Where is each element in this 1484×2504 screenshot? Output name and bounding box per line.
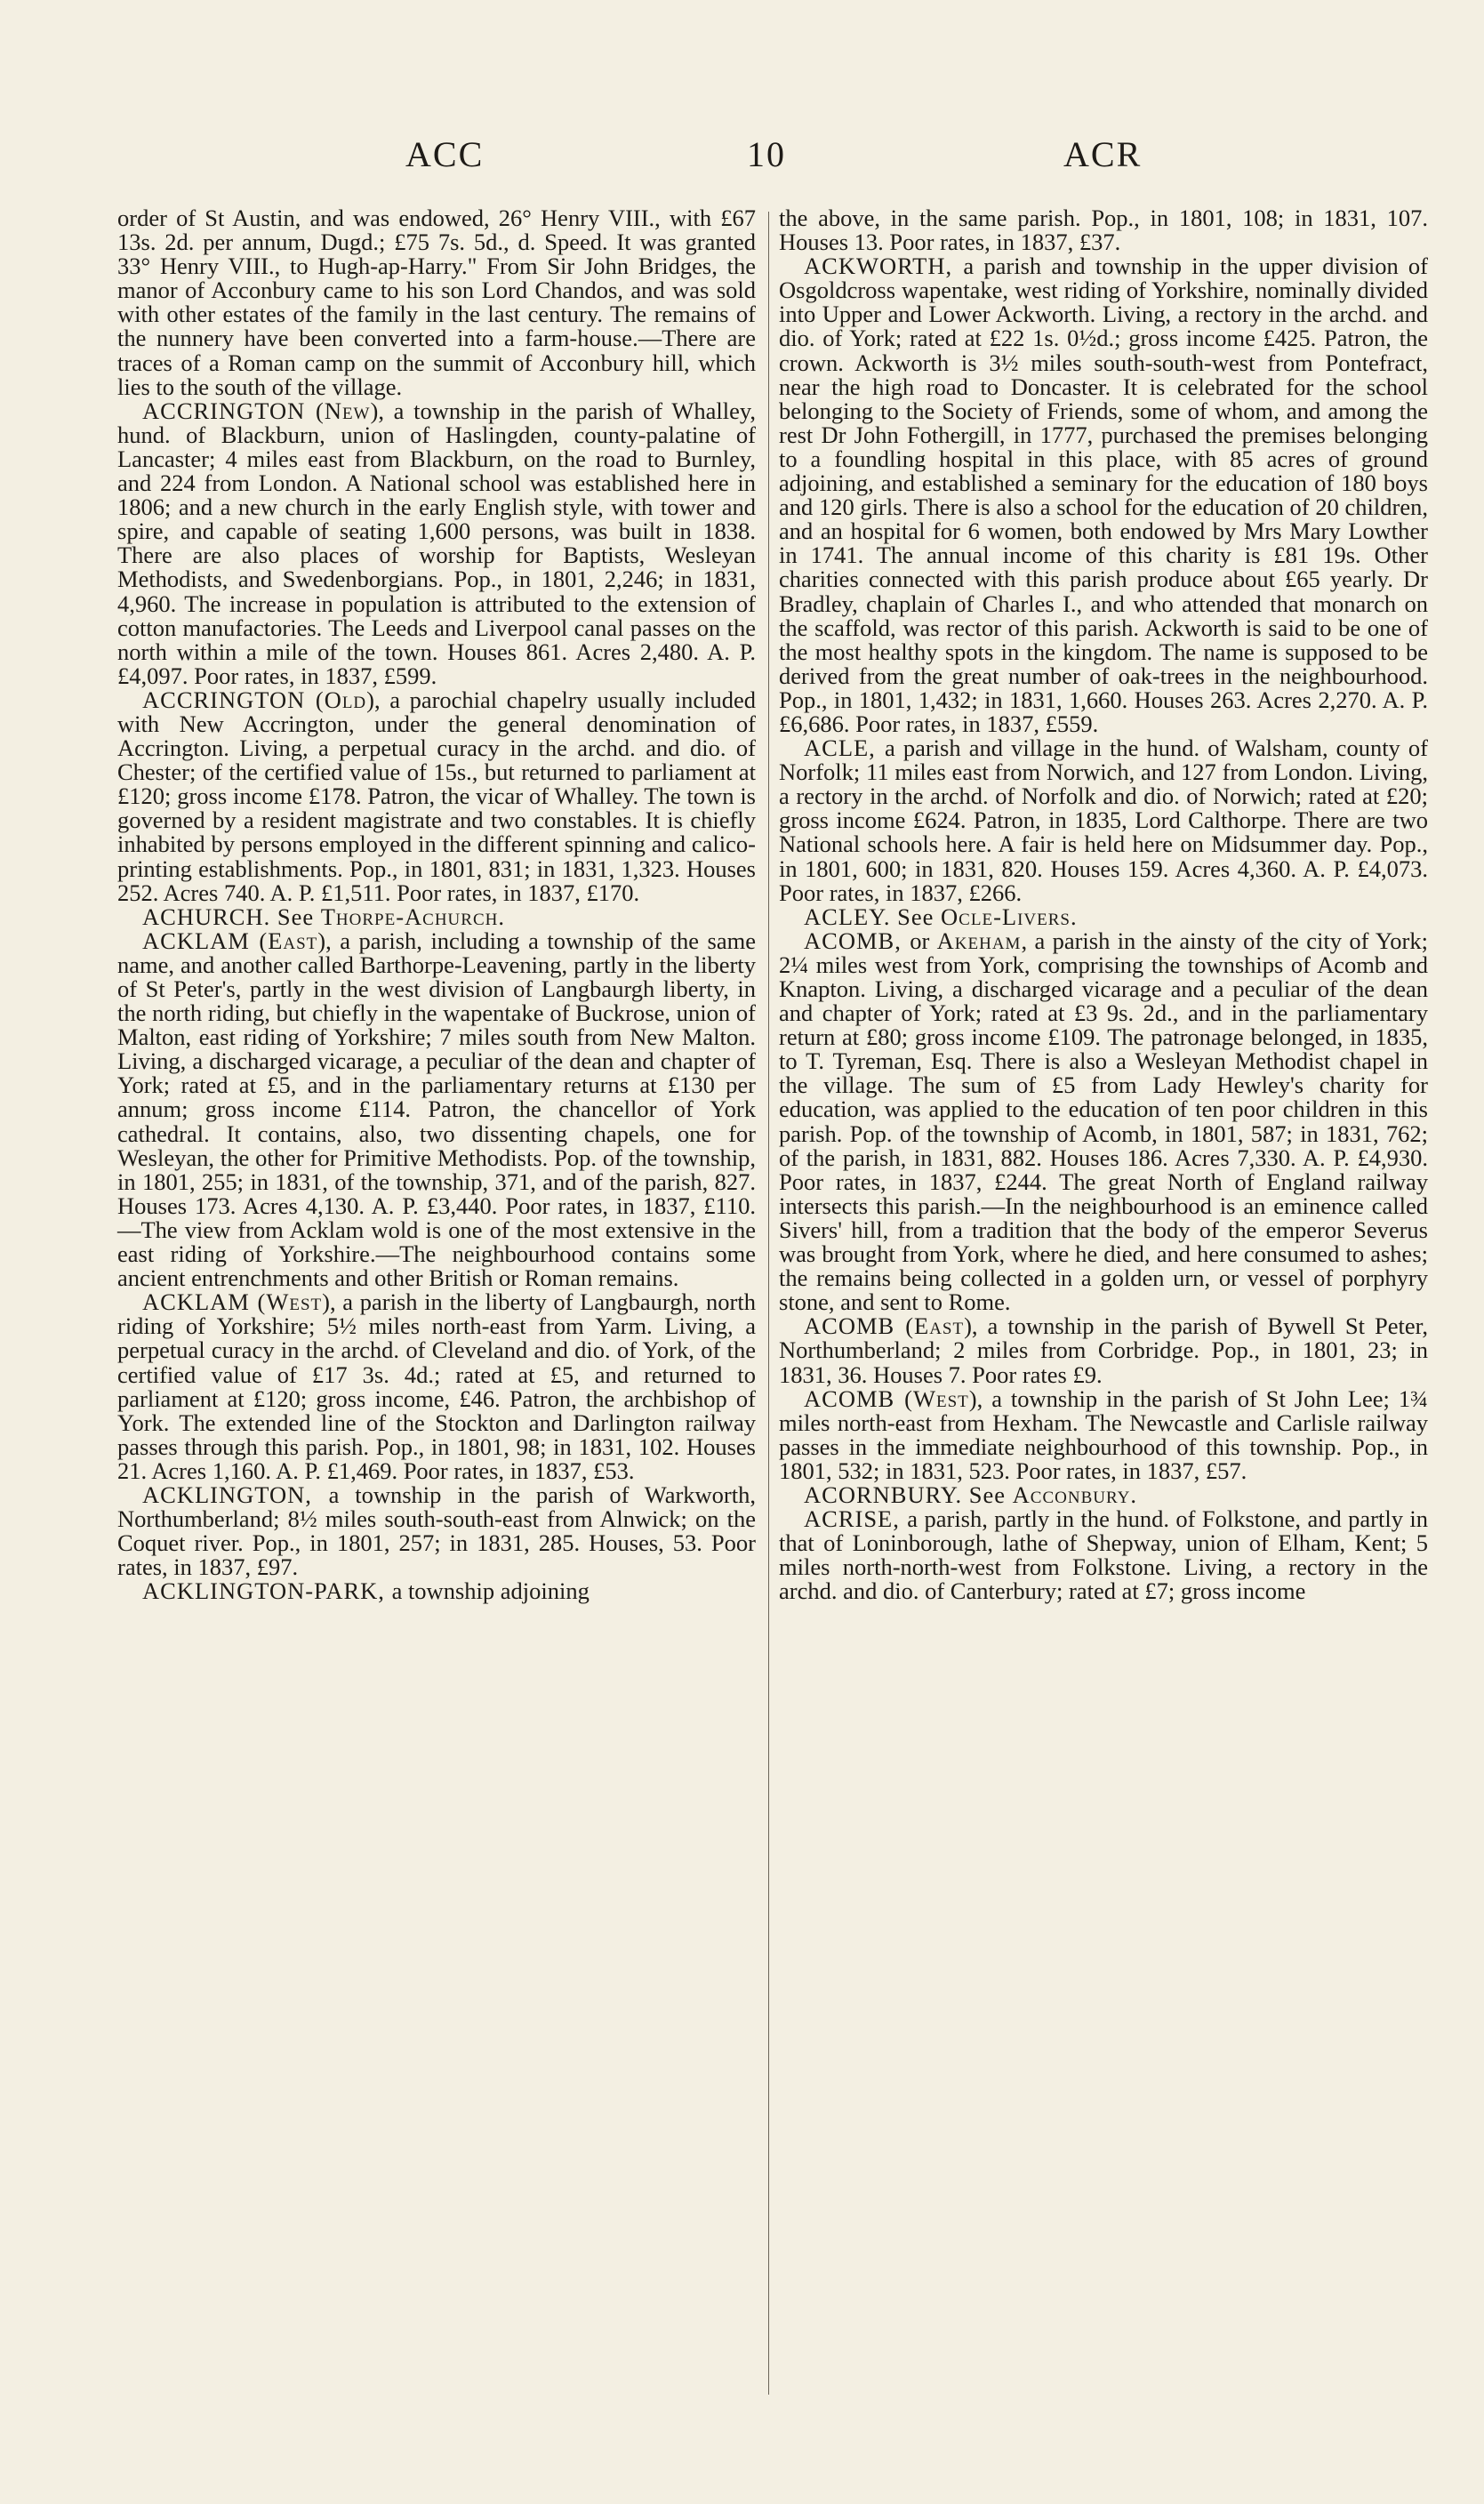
entry-text: ), a parish, including a township of the same name, and another called Barthorpe-Leavening, partly in the liberty of St Peter's, partly in the west division of Langbaurgh liberty, in the north riding, but chiefly in the wapentake of Buckrose, union of Malton, east riding of Yorkshire; 7 miles south from New Malton. Living, a discharged vicarage, a peculiar of the dean and chapter of York; rated at £5, and in the parliamentary returns at £130 per annum; gross income £114. Patron, the chancellor of York cathedral. It contains, also, two dissenting chapels, one for Wesleyan, the other for Primitive Methodists. Pop. of the township, in 1801, 255; in 1831, of the township, 371, and of the parish, 827. Houses 173. Acres 4,130. A. P. £3,440. Poor rates, in 1837, £110.—The view from Acklam wold is one of the most extensive in the east riding of Yorkshire.—The neighbourhood contains some ancient entrenchments and other British or Roman remains. (117, 927, 756, 1292)
gazetteer-entry (117, 905, 756, 929)
small-caps-text: West (912, 1384, 969, 1412)
small-caps-text: New (324, 397, 371, 424)
gazetteer-entry (779, 254, 1428, 736)
small-caps-text: Acconbury. (1012, 1481, 1137, 1508)
entry-headword: ACOMB ( (804, 1312, 915, 1340)
entry-headword: ACOMB ( (804, 1384, 913, 1412)
gazetteer-entry (117, 399, 756, 688)
entry-text: , a parish in the ainsty of the city of York; 2¼ miles west from York, comprising the townships of Acomb and Knapton. Living, a discharged vicarage and a peculiar of the dean and chapter of York; rated at £3 9s. 2d., and in the parliamentary return at £80; gross income £109. The patronage belonged, in 1835, to T. Tyreman, Esq. There is also a Wesleyan Methodist chapel in the village. The sum of £5 from Lady Hewley's charity for education, was applied to the education of ten poor children in this parish. Pop. of the township of Acomb, in 1801, 587; in 1831, 762; of the parish, in 1831, 882. Houses 186. Acres 7,330. A. P. £4,930. Poor rates, in 1837, £244. The great North of England railway intersects this parish.—In the neighbourhood is an eminence called Sivers' hill, from a tradition that the body of the emperor Severus was brought from York, where he died, and here consumed to ashes; the remains being collected in a golden urn, or vessel of porphyry stone, and sent to Rome. (779, 927, 1428, 1316)
entry-headword: ACHURCH. See (142, 903, 321, 930)
entry-text: a township adjoining (391, 1577, 590, 1605)
entry-text: a township in the parish of Warkworth, Northumberland; 8½ miles south-south-east from Alnwick; on the Coquet river. Pop., in 1801, 257; in 1831, 285. Houses, 53. Poor rates, in 1837, £97. (117, 1481, 756, 1581)
right-column (779, 206, 1428, 1603)
entry-headword: ACLEY. See (804, 903, 942, 930)
gazetteer-entry (117, 1579, 756, 1603)
running-header (0, 133, 1484, 187)
entry-text: order of St Austin, and was endowed, 26° Henry VIII., with £67 13s. 2d. per annum, Dugd.; £75 7s. 5d., d. Speed. It was granted 33° Henry VIII., to Hugh-ap-Harry." From Sir John Bridges, the manor of Acconbury came to his son Lord Chandos, and was sold with other estates of the family in the last century. The remains of the nunnery have been converted into a farm-house.—There are traces of a Roman camp on the summit of Acconbury hill, which lies to the south of the village. (117, 205, 756, 400)
entry-text: a parish and village in the hund. of Walsham, county of Norfolk; 11 miles east from Norwich, and 127 from London. Living, a rectory in the archd. of Norfolk and dio. of Norwich; rated at £20; gross income £624. Patron, in 1835, Lord Calthorpe. There are two National schools here. A fair is held here on Midsummer day. Pop., in 1801, 600; in 1831, 820. Houses 159. Acres 4,360. A. P. £4,073. Poor rates, in 1837, £266. (779, 734, 1428, 906)
entry-text: or (910, 927, 937, 954)
small-caps-text: Old (324, 686, 367, 713)
gazetteer-entry (117, 1290, 756, 1483)
gazetteer-entry (779, 1507, 1428, 1603)
gazetteer-entry (779, 905, 1428, 929)
gazetteer-entry (117, 688, 756, 905)
entry-text: ), a parish in the liberty of Langbaurgh, north riding of Yorkshire; 5½ miles north-east from Yarm. Living, a perpetual curacy in the archd. of Cleveland and dio. of York, of the certified value of £17 3s. 4d.; rated at £5, and returned to parliament at £120; gross income, £46. Patron, the archbishop of York. The extended line of the Stockton and Darlington railway passes through this parish. Pop., in 1801, 98; in 1831, 102. Houses 21. Acres 1,160. A. P. £1,469. Poor rates, in 1837, £53. (117, 1288, 756, 1484)
entry-text: a parish and township in the upper division of Osgoldcross wapentake, west riding of Yorkshire, nominally divided into Upper and Lower Ackworth. Living, a rectory in the archd. and dio. of York; rated at £22 1s. 0½d.; gross income £425. Patron, the crown. Ackworth is 3½ miles south-south-west from Pontefract, near the high road to Doncaster. It is celebrated for the school belonging to the Society of Friends, some of whom, and among the rest Dr John Fothergill, in 1777, purchased the premises belonging to a foundling hospital in this place, with 85 acres of ground adjoining, and established a seminary for the education of 180 boys and 120 girls. There is also a school for the education of 20 children, and an hospital for 6 women, both endowed by Mrs Mary Lowther in 1741. The annual income of this charity is £81 19s. Other charities connected with this parish produce about £65 yearly. Dr Bradley, chaplain of Charles I., and who attended that monarch on the scaffold, was rector of this parish. Ackworth is said to be one of the most healthy spots in the kingdom. The name is supposed to be derived from the great number of oak-trees in the neighbourhood. Pop., in 1801, 1,432; in 1831, 1,660. Houses 263. Acres 2,270. A. P. £6,686. Poor rates, in 1837, £559. (779, 253, 1428, 737)
small-caps-text: Akeham (936, 927, 1022, 954)
entry-headword: ACORNBURY. See (804, 1481, 1013, 1508)
header-left-guide-word: ACC (405, 134, 485, 174)
gazetteer-entry (779, 736, 1428, 905)
entry-headword: ACKLINGTON, (142, 1481, 329, 1508)
page-number: 10 (747, 134, 786, 174)
entry-text: ), a township in the parish of Bywell St Peter, Northumberland; 2 miles from Corbridge. Pop., in 1801, 23; in 1831, 36. Houses 7. Poor rates £9. (779, 1312, 1428, 1388)
entry-headword: ACKLINGTON-PARK, (142, 1577, 392, 1605)
entry-text: ), a parochial chapelry usually included with New Accrington, under the general denomination of Accrington. Living, a perpetual curacy in the archd. and dio. of Chester; of the certified value of 15s., but returned to parliament at £120; gross income £178. Patron, the vicar of Whalley. The town is governed by a resident magistrate and two constables. It is chiefly inhabited by persons employed in the different spinning and calico-printing establishments. Pop., in 1801, 831; in 1831, 1,323. Houses 252. Acres 740. A. P. £1,511. Poor rates, in 1837, £170. (117, 686, 756, 906)
left-column (117, 206, 756, 1603)
entry-headword: ACKLAM ( (142, 927, 269, 954)
entry-text: ), a township in the parish of Whalley, hund. of Blackburn, union of Haslingden, county-palatine of Lancaster; 4 miles east from Blackburn, on the road to Burnley, and 224 from London. A National school was established here in 1806; and a new church in the early English style, with tower and spire, and capable of seating 1,600 persons, was built in 1838. There are also places of worship for Baptists, Wesleyan Methodists, and Swedenborgians. Pop., in 1801, 2,246; in 1831, 4,960. The increase in population is attributed to the extension of cotton manufactories. The Leeds and Liverpool canal passes on the north within a mile of the town. Houses 861. Acres 2,480. A. P. £4,097. Poor rates, in 1837, £599. (117, 397, 756, 689)
small-caps-text: Ocle-Livers. (941, 903, 1078, 930)
small-caps-text: West (266, 1288, 323, 1316)
entry-text: the above, in the same parish. Pop., in 1801, 108; in 1831, 107. Houses 13. Poor rates, in 1837, £37. (779, 205, 1428, 256)
small-caps-text: East (268, 927, 318, 954)
entry-headword: ACKWORTH, (804, 253, 964, 280)
entry-headword: ACOMB, (804, 927, 910, 954)
entry-text: ), a township in the parish of St John Lee; 1¾ miles north-east from Hexham. The Newcastle and Carlisle railway passes in the immediate neighbourhood of this township. Pop., in 1801, 532; in 1831, 523. Poor rates, in 1837, £57. (779, 1384, 1428, 1484)
small-caps-text: East (914, 1312, 965, 1340)
gazetteer-entry (117, 206, 756, 399)
gazetteer-entry (779, 206, 1428, 254)
entry-headword: ACCRINGTON ( (142, 397, 325, 424)
gazetteer-entry (117, 1483, 756, 1579)
column-divider (768, 212, 769, 2395)
entry-headword: ACLE, (804, 734, 885, 762)
gazetteer-entry (779, 1314, 1428, 1386)
entry-headword: ACKLAM ( (142, 1288, 267, 1316)
gazetteer-entry (779, 1384, 1428, 1484)
entry-headword: ACCRINGTON ( (142, 686, 325, 713)
gazetteer-entry (779, 929, 1428, 1315)
header-right-guide-word: ACR (1063, 134, 1143, 174)
gazetteer-entry (117, 929, 756, 1290)
entry-text: a parish, partly in the hund. of Folkstone, and partly in that of Loninborough, lathe of Shepway, union of Elham, Kent; 5 miles north-north-west from Folkstone. Living, a rectory in the archd. and dio. of Canterbury; rated at £7; gross income (779, 1505, 1428, 1605)
small-caps-text: Thorpe-Achurch. (320, 903, 505, 930)
gazetteer-entry (779, 1483, 1428, 1507)
entry-headword: ACRISE, (804, 1505, 908, 1533)
